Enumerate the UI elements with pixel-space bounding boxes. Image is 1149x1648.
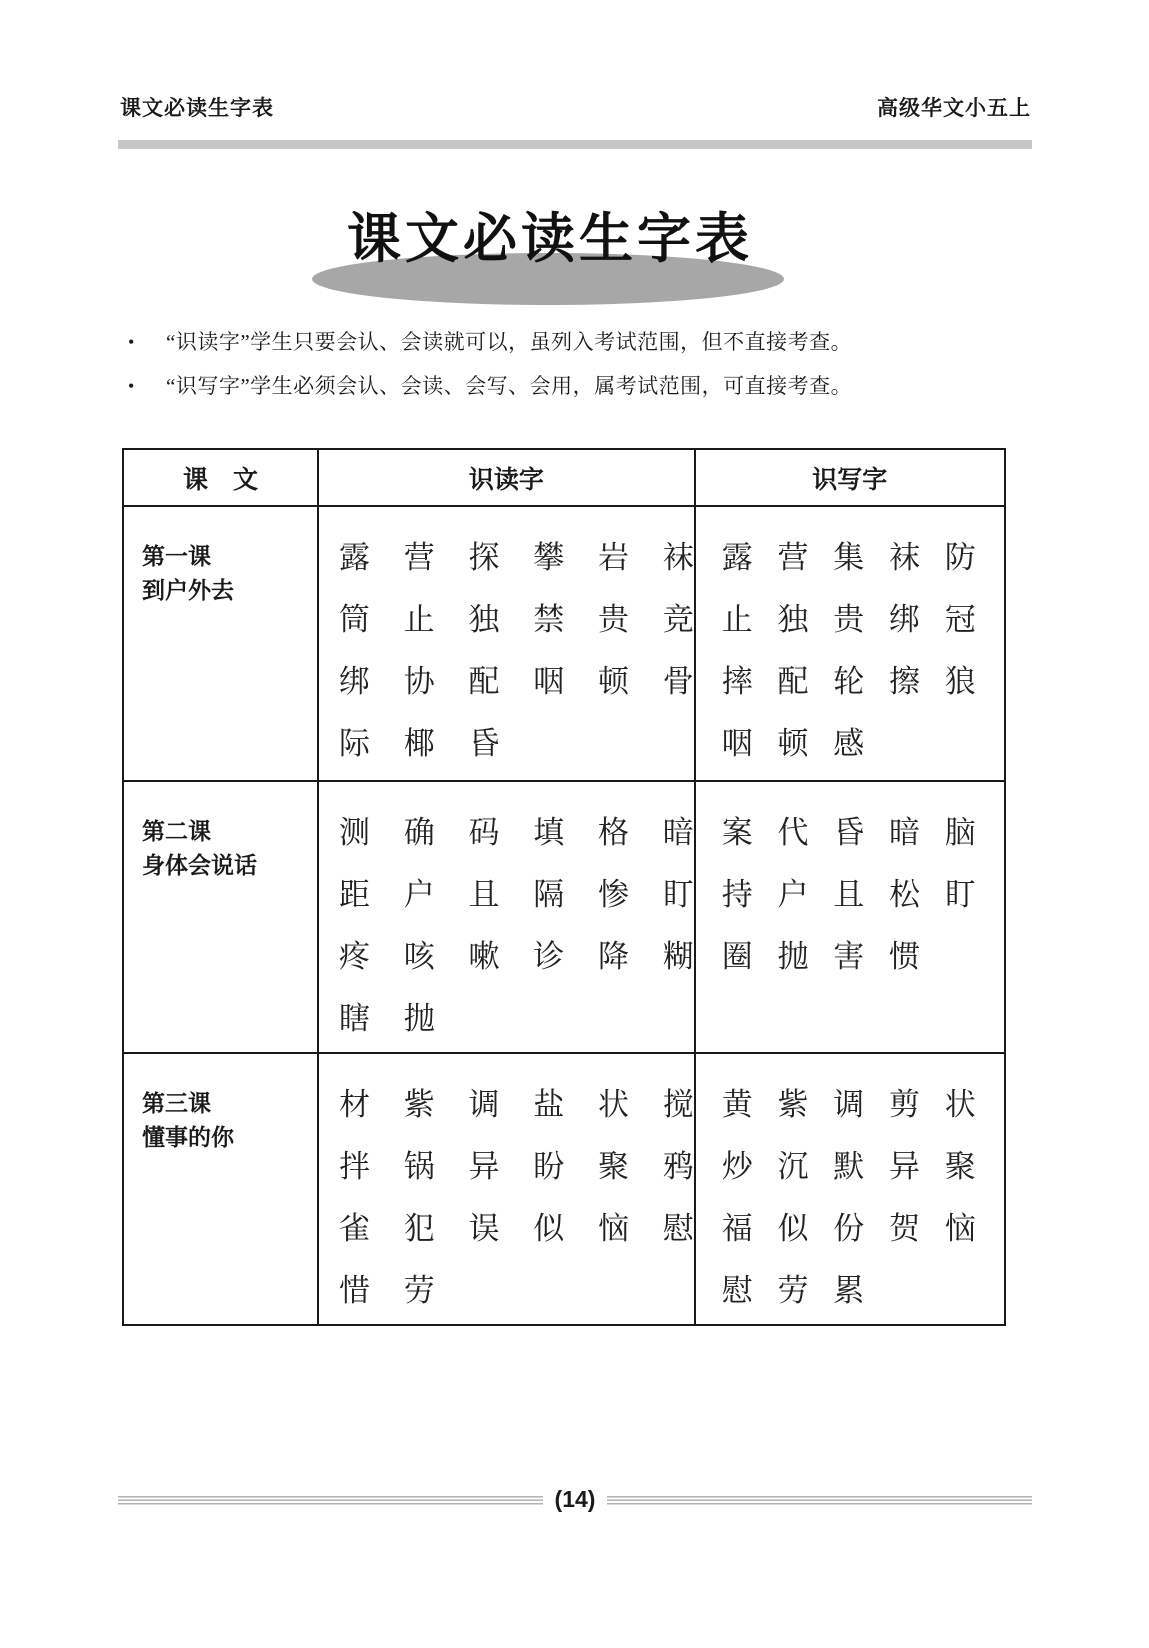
char-line: 材 紫 调 盐 状 搅 (339, 1087, 694, 1122)
page-number: (14) (554, 1486, 596, 1512)
page-footer (118, 1487, 1032, 1514)
bullet-icon: • (128, 332, 135, 352)
char-line: 咽 顿 感 (721, 726, 865, 761)
char-line: 炒 沉 默 异 聚 (721, 1149, 976, 1184)
lesson-cell-2 (123, 781, 318, 1053)
col-header-read: 识读字 (318, 449, 695, 506)
char-line: 筒 止 独 禁 贵 竞 (339, 602, 694, 637)
char-line: 圈 抛 害 惯 (721, 939, 920, 974)
note-text: “识写字”学生必须会认、会读、会写、会用，属考试范围，可直接考查。 (166, 374, 853, 398)
footer-rule-right (607, 1496, 1032, 1505)
char-line: 瞎 抛 (339, 1001, 435, 1036)
col-header-lesson: 课 文 (123, 449, 318, 506)
note-item (122, 327, 1022, 357)
char-line: 案 代 昏 暗 脑 (721, 815, 976, 850)
char-line: 拌 锅 异 盼 聚 鸦 (339, 1149, 694, 1184)
lesson-number: 第一课 (142, 543, 211, 569)
lesson-number: 第三课 (142, 1090, 211, 1116)
lesson-title: 身体会说话 (142, 852, 257, 878)
read-chars-cell-2 (318, 781, 695, 1053)
char-line: 止 独 贵 绑 冠 (721, 602, 976, 637)
char-line: 雀 犯 误 似 恼 慰 (339, 1211, 694, 1246)
table-row (123, 506, 1005, 781)
table-row (123, 1053, 1005, 1325)
char-line: 福 似 份 贺 恼 (721, 1211, 976, 1246)
bullet-icon: • (128, 376, 135, 396)
char-line: 际 椰 昏 (339, 726, 500, 761)
char-line: 持 户 且 松 盯 (721, 877, 976, 912)
lesson-cell-1 (123, 506, 318, 781)
char-line: 慰 劳 累 (721, 1273, 865, 1308)
running-header (120, 92, 1031, 122)
notes-list (122, 327, 1022, 415)
table-header-row (123, 449, 1005, 506)
char-line: 疼 咳 嗽 诊 降 糊 (339, 939, 694, 974)
col-header-write: 识写字 (695, 449, 1005, 506)
read-chars-cell-1 (318, 506, 695, 781)
running-header-left: 课文必读生字表 (120, 97, 274, 120)
header-rule (118, 140, 1032, 149)
char-line: 绑 协 配 咽 顿 骨 (339, 664, 694, 699)
vocab-table (122, 448, 1006, 1326)
table-row (123, 781, 1005, 1053)
note-text: “识读字”学生只要会认、会读就可以，虽列入考试范围，但不直接考查。 (166, 330, 853, 354)
char-line: 惜 劳 (339, 1273, 435, 1308)
footer-rule-left (118, 1496, 543, 1505)
lesson-cell-3 (123, 1053, 318, 1325)
write-chars-cell-1 (695, 506, 1005, 781)
char-line: 黄 紫 调 剪 状 (721, 1087, 976, 1122)
write-chars-cell-2 (695, 781, 1005, 1053)
read-chars-cell-3 (318, 1053, 695, 1325)
running-header-right: 高级华文小五上 (877, 97, 1031, 120)
lesson-title: 到户外去 (142, 577, 234, 603)
page-title: 课文必读生字表 (347, 209, 753, 269)
char-line: 露 营 探 攀 岩 袜 (339, 540, 694, 575)
char-line: 露 营 集 袜 防 (721, 540, 976, 575)
note-item (122, 371, 1022, 401)
char-line: 距 户 且 隔 惨 盯 (339, 877, 694, 912)
lesson-number: 第二课 (142, 818, 211, 844)
char-line: 测 确 码 填 格 暗 (339, 815, 694, 850)
write-chars-cell-3 (695, 1053, 1005, 1325)
char-line: 摔 配 轮 擦 狼 (721, 664, 976, 699)
lesson-title: 懂事的你 (142, 1124, 234, 1150)
